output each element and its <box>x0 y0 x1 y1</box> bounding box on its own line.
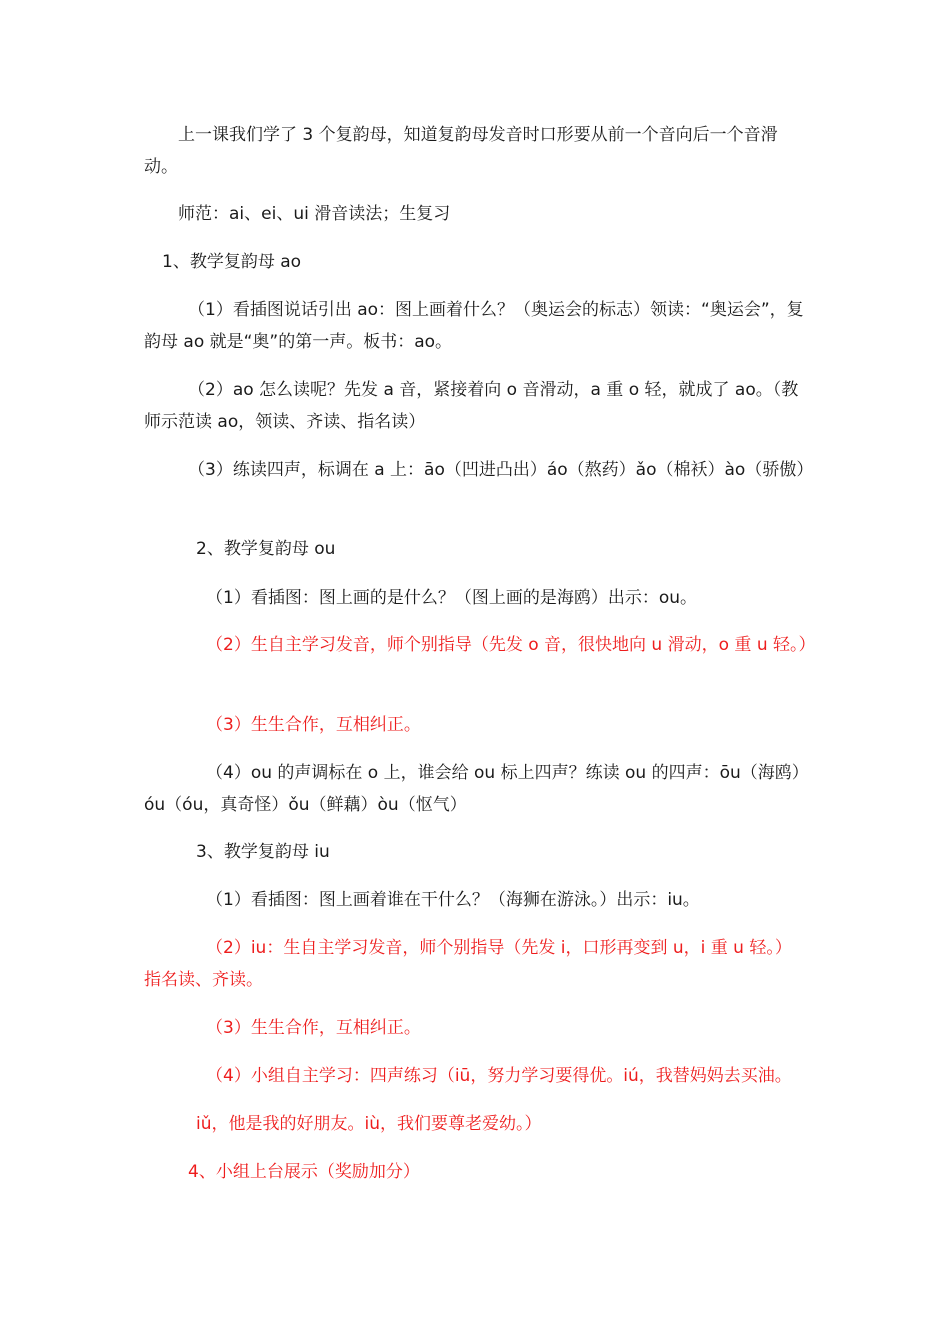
paragraph-ou-step-4: （4）ou 的声调标在 o 上，谁会给 ou 标上四声？练读 ou 的四声：ōu（海鸥）óu（óu，真奇怪）ǒu（鲜藕）òu（怄气） <box>144 763 801 815</box>
paragraph-ao-step-2: （2）ao 怎么读呢？先发 a 音，紧接着向 o 音滑动，a 重 o 轻，就成了 ao。（教师示范读 ao，领读、齐读、指名读） <box>144 380 799 432</box>
paragraph-intro: 上一课我们学了 3 个复韵母，知道复韵母发音时口形要从前一个音向后一个音滑动。 <box>144 125 778 177</box>
section-heading-ou: 2、教学复韵母 ou <box>196 539 336 559</box>
paragraph-iu-step-2: （2）iu：生自主学习发音，师个别指导（先发 i，口形再变到 u，i 重 u 轻。）指名读、齐读。 <box>144 938 792 990</box>
section-heading-iu: 3、教学复韵母 iu <box>196 842 330 862</box>
paragraph-ao-step-3: （3）练读四声，标调在 a 上：āo（凹进凸出）áo（熬药）ǎo（棉袄）ào（骄傲） <box>188 460 814 480</box>
paragraph-ou-step-2: （2）生自主学习发音，师个别指导（先发 o 音，很快地向 u 滑动，o 重 u 轻。） <box>206 635 816 655</box>
section-heading-group-show: 4、小组上台展示（奖励加分） <box>188 1162 420 1182</box>
paragraph-teacher-demo: 师范：ai、ei、ui 滑音读法；生复习 <box>178 204 451 224</box>
paragraph-iu-step-3: （3）生生合作，互相纠正。 <box>206 1018 421 1038</box>
paragraph-iu-step-4: （4）小组自主学习：四声练习（iū，努力学习要得优。iú，我替妈妈去买油。 <box>206 1066 792 1086</box>
section-heading-ao: 1、教学复韵母 ao <box>162 252 302 272</box>
paragraph-ou-step-1: （1）看插图：图上画的是什么？（图上画的是海鸥）出示：ou。 <box>206 588 697 608</box>
paragraph-ou-step-3: （3）生生合作，互相纠正。 <box>206 715 421 735</box>
paragraph-ao-step-1: （1）看插图说话引出 ao：图上画着什么？（奥运会的标志）领读：“奥运会”，复韵母 ao 就是“奥”的第一声。板书：ao。 <box>144 300 804 352</box>
paragraph-iu-step-4-continued: iǔ，他是我的好朋友。iù，我们要尊老爱幼。） <box>196 1114 542 1134</box>
paragraph-iu-step-1: （1）看插图：图上画着谁在干什么？（海狮在游泳。）出示：iu。 <box>206 890 700 910</box>
